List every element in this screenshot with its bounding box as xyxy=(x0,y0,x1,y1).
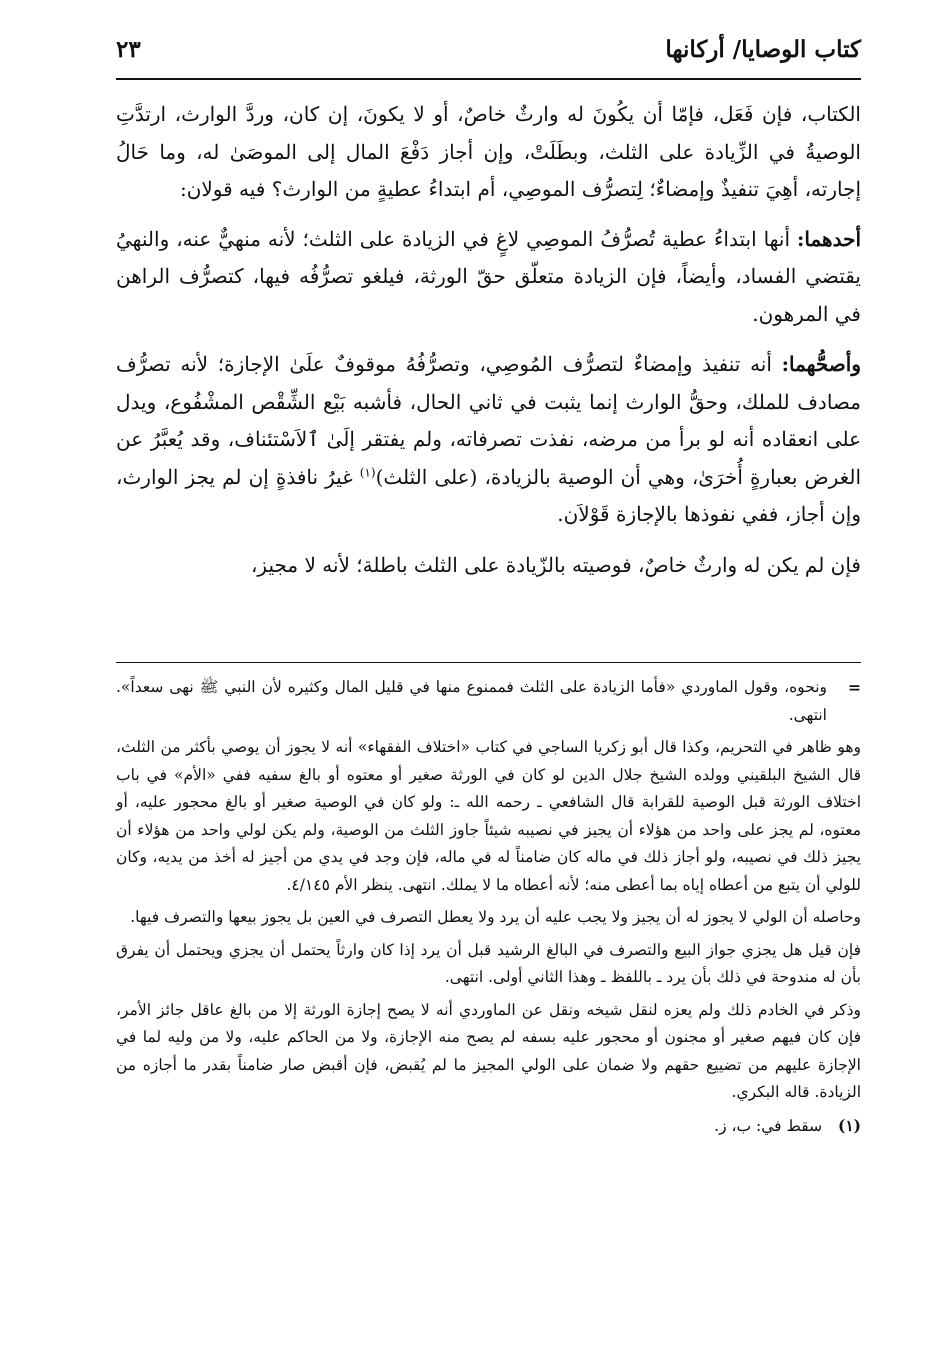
paragraph-2 xyxy=(116,221,861,334)
page-header xyxy=(116,34,861,74)
continuation-marker: = xyxy=(848,678,861,697)
paragraph-3-body-a: أنه تنفيذ وإمضاءٌ لتصرُّف المُوصِي، وتصرُّفُهُ موقوفٌ علَىٰ الإجازة؛ لأنه تصرُّف مصادف للملك، وحقُّ الوارث إنما يثبت في ثاني الحال، فأشبه بَيْع الشِّقْص المشْفُوع، ويدل على انعقاده أنه لو برأ من مرضه، نفذت تصرفاته، ولم يفتقر إلَىٰ ٱلاَسْتئناف، وقد يُعبَّرُ عن الغرض بعبارةٍ أُخرَىٰ، وهي أن الوصية بالزيادة، (على الثلث) xyxy=(116,352,862,489)
footnote-paragraph-3: وحاصله أن الولي لا يجوز له أن يجيز ولا يجب عليه أن يرد ولا يعطل التصرف في العين بل يجوز بيعها والتصرف فيها. xyxy=(130,908,861,926)
paragraph-2-lead: أحدهما: xyxy=(797,226,862,251)
footnote-paragraph-4: فإن قيل هل يجزي جواز البيع والتصرف في البالغ الرشيد قبل أن يرد إذا كان وارثاً يحتمل أن يجزي ويحتمل أن يفرق بأن له مندوحة في ذلك بأن يرد ـ باللفظ ـ وهذا الثاني أولى. انتهى. xyxy=(116,940,861,986)
footnote-divider xyxy=(116,662,861,663)
footnote-paragraph-2: وهو ظاهر في التحريم، وكذا قال أبو زكريا الساجي في كتاب «اختلاف الفقهاء» أنه لا يجوز أن يوصي بأكثر من الثلث، قال الشيخ البلقيني وولده الشيخ جلال الدين لو كان في الورثة صغير أو معتوه أو بالغ سفيه ففي «الأم» في باب اختلاف الورثة قبل الوصية للقرابة قال الشافعي ـ رحمه الله ـ: ولو كان في الوصية صغير أو بالغ محجور عليه، أو معتوه، لم يجز على واحد من هؤلاء أن يجيز في نصيبه شيئاً جاوز الثلث من الوصية، ولم يكن لولي واحد من هؤلاء أن يجيز ذلك في نصيبه، ولو أجاز ذلك في ماله كان ضامناً له في ماله، فإن وجد في يدي من أجيز له أخذ من يديه، وكان للولي أن يتبع من أعطاه إياه بما أعطى منه؛ لأنه أعطاه ما لا يملك. انتهى. ينظر الأم ٤/١٤٥. xyxy=(116,738,861,894)
footnotes-section xyxy=(116,674,861,1145)
paragraph-3-body-b: غيرُ نافذةٍ إن لم يجز الوارث، وإن أجاز، ففي نفوذها بالإجازة قَوْلاَن. xyxy=(116,464,861,526)
footnote-reference-1: (١) xyxy=(359,464,376,479)
footnote-paragraph-5: وذكر في الخادم ذلك ولم يعزه لنقل شيخه ونقل عن الماوردي أنه لا يصح إجازة الورثة إلا من بالغ عاقل جائز الأمر، فإن كان فيهم صغير أو مجنون أو محجور عليه بسفه لم يصح منه الإجازة، ولا من الحاكم عليه، ولا من وليه لما في الإجازة عليهم من تضييع حقهم ولا ضمان على الولي المجيز ما لم يُقبض، فإن أقبض صار ضامناً بقدر ما أجازه من الزيادة. قاله البكري. xyxy=(116,1000,861,1101)
footnote-continuation xyxy=(116,674,861,729)
paragraph-2-body: أنها ابتداءُ عطية تُصرُّفُ الموصِي لاغٍ في الزيادة على الثلث؛ لأنه منهيٌّ عنه، والنهيُ يقتضي الفساد، وأيضاً، فإن الزيادة متعلّق حقّ الورثة، فيلغو تصرُّفُه فيها، كتصرُّف الراهن في المرهون. xyxy=(116,226,861,326)
header-divider xyxy=(116,78,861,80)
footnote-1-text: سقط في: ب، ز. xyxy=(714,1116,823,1135)
paragraph-3 xyxy=(116,346,861,534)
footnote-1 xyxy=(116,1112,861,1141)
running-header-title: كتاب الوصايا/ أركانها xyxy=(665,36,861,63)
main-text-body xyxy=(116,96,861,597)
paragraph-4: فإن لم يكن له وارثٌ خاصٌ، فوصيته بالزّيادة على الثلث باطلة؛ لأنه لا مجيز، xyxy=(250,552,861,577)
footnote-1-number: (١) xyxy=(837,1115,861,1135)
footnote-continuation-text: ونحوه، وقول الماوردي «فأما الزيادة على الثلث فممنوع منها في قليل المال وكثيره لأن النبي ﷺ نهى سعداً». انتهى. xyxy=(116,678,827,724)
paragraph-1: الكتاب، فإن فَعَل، فإمّا أن يكُونَ له وارثٌ خاصٌ، أو لا يكونَ، إن كان، وردَّ الوارث، ارتدَّتِ الوصيةُ في الزِّيادة على الثلث، وبطَلَتْ، وإن أجاز دَفْعَ المال إلى الموصَىٰ له، وما حَالُ إجارته، أهِيَ تنفيذٌ وإمضاءٌ؛ لِتصرُّف الموصِي، أم ابتداءُ عطيةٍ من الوارث؟ فيه قولان: xyxy=(116,102,861,201)
page-number: ٢٣ xyxy=(116,36,141,63)
paragraph-3-lead: وأصحُّهما: xyxy=(781,352,862,376)
